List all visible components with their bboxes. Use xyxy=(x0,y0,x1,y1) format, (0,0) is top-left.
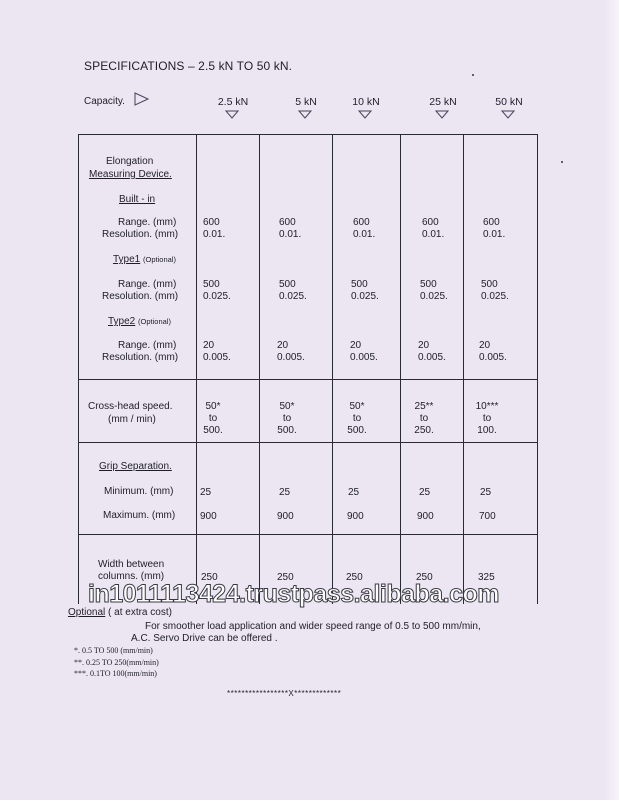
optional-note-line1: For smoother load application and wider speed range of 0.5 to 500 mm/min, xyxy=(145,621,481,632)
grip-min-50kn: 25 xyxy=(480,487,492,498)
down-triangle-icon xyxy=(435,110,449,119)
type1-range-label: Range. (mm) xyxy=(118,279,177,290)
grip-max-25kn: 900 xyxy=(417,511,434,522)
builtin-range-label: Range. (mm) xyxy=(118,217,177,228)
capacity-2-5kn: 2.5 kN xyxy=(213,96,253,108)
elongation-heading: Elongation xyxy=(106,156,154,167)
footnote-3: ***. 0.1TO 100(mm/min) xyxy=(74,669,157,678)
row-divider xyxy=(78,442,538,443)
grip-max-5kn: 900 xyxy=(277,511,294,522)
builtin-50kn: 600 0.01. xyxy=(483,217,506,240)
optional-heading: Optional ( at extra cost) xyxy=(68,607,172,618)
row-divider xyxy=(78,534,538,535)
down-triangle-icon xyxy=(298,110,312,119)
down-triangle-icon xyxy=(501,110,515,119)
grip-min-5kn: 25 xyxy=(279,487,291,498)
down-triangle-icon xyxy=(225,110,239,119)
capacity-label: Capacity. xyxy=(84,96,125,107)
type2-5kn: 20 0.005. xyxy=(277,340,305,363)
capacity-10kn: 10 kN xyxy=(346,96,386,108)
builtin-resolution-label: Resolution. (mm) xyxy=(102,229,179,240)
down-triangle-icon xyxy=(358,110,372,119)
speck xyxy=(472,74,474,76)
grip-max-label: Maximum. (mm) xyxy=(103,510,176,521)
measuring-device-heading: Measuring Device. xyxy=(89,169,172,180)
type1-heading: Type1 (Optional) xyxy=(113,254,176,265)
capacity-5kn: 5 kN xyxy=(286,96,326,108)
grip-max-50kn: 700 xyxy=(479,511,496,522)
type2-50kn: 20 0.005. xyxy=(479,340,507,363)
footnote-2: **. 0.25 TO 250(mm/min) xyxy=(74,658,159,667)
speck xyxy=(561,161,563,163)
type1-50kn: 500 0.025. xyxy=(481,279,509,302)
table-border-top xyxy=(78,134,538,135)
grip-min-2-5kn: 25 xyxy=(200,487,212,498)
builtin-10kn: 600 0.01. xyxy=(353,217,376,240)
crosshead-label: Cross-head speed. xyxy=(88,401,173,412)
row-divider xyxy=(78,379,538,380)
optional-note-line2: A.C. Servo Drive can be offered . xyxy=(131,633,278,644)
type2-resolution-label: Resolution. (mm) xyxy=(102,352,179,363)
builtin-2-5kn: 600 0.01. xyxy=(203,217,226,240)
capacity-arrow-icon xyxy=(134,92,150,106)
type1-5kn: 500 0.025. xyxy=(279,279,307,302)
grip-separation-heading: Grip Separation. xyxy=(99,461,172,472)
crosshead-5kn: 50* to 500. xyxy=(277,401,297,436)
watermark: in1011113424.trustpass.alibaba.com xyxy=(88,580,500,608)
builtin-25kn: 600 0.01. xyxy=(422,217,445,240)
capacity-50kn: 50 kN xyxy=(489,96,529,108)
type1-2-5kn: 500 0.025. xyxy=(203,279,231,302)
capacity-25kn: 25 kN xyxy=(423,96,463,108)
width-10kn: 250 xyxy=(346,572,363,583)
builtin-5kn: 600 0.01. xyxy=(279,217,302,240)
crosshead-10kn: 50* to 500. xyxy=(347,401,367,436)
type1-25kn: 500 0.025. xyxy=(420,279,448,302)
end-marker: *****************X************* xyxy=(227,689,342,698)
width-label: Width between xyxy=(98,559,165,570)
type1-10kn: 500 0.025. xyxy=(351,279,379,302)
width-50kn: 325 xyxy=(478,572,495,583)
builtin-heading: Built - in xyxy=(119,194,156,205)
type1-resolution-label: Resolution. (mm) xyxy=(102,291,179,302)
crosshead-unit-label: (mm / min) xyxy=(108,414,156,425)
width-unit-label: columns. (mm) xyxy=(98,571,165,582)
grip-min-10kn: 25 xyxy=(348,487,360,498)
grip-min-25kn: 25 xyxy=(419,487,431,498)
page-title: SPECIFICATIONS – 2.5 kN TO 50 kN. xyxy=(84,59,293,73)
type2-2-5kn: 20 0.005. xyxy=(203,340,231,363)
crosshead-2-5kn: 50* to 500. xyxy=(203,401,223,436)
width-25kn: 250 xyxy=(416,572,433,583)
spec-table xyxy=(78,134,538,604)
type2-10kn: 20 0.005. xyxy=(350,340,378,363)
width-2-5kn: 250 xyxy=(201,572,218,583)
type2-heading: Type2 (Optional) xyxy=(108,316,171,327)
crosshead-25kn: 25** to 250. xyxy=(414,401,434,436)
crosshead-50kn: 10*** to 100. xyxy=(475,401,499,436)
type2-range-label: Range. (mm) xyxy=(118,340,177,351)
type2-25kn: 20 0.005. xyxy=(418,340,446,363)
grip-max-2-5kn: 900 xyxy=(200,511,217,522)
page-edge xyxy=(603,0,619,800)
width-5kn: 250 xyxy=(277,572,294,583)
grip-min-label: Minimum. (mm) xyxy=(104,486,174,497)
grip-max-10kn: 900 xyxy=(347,511,364,522)
footnote-1: *. 0.5 TO 500 (mm/min) xyxy=(74,646,153,655)
